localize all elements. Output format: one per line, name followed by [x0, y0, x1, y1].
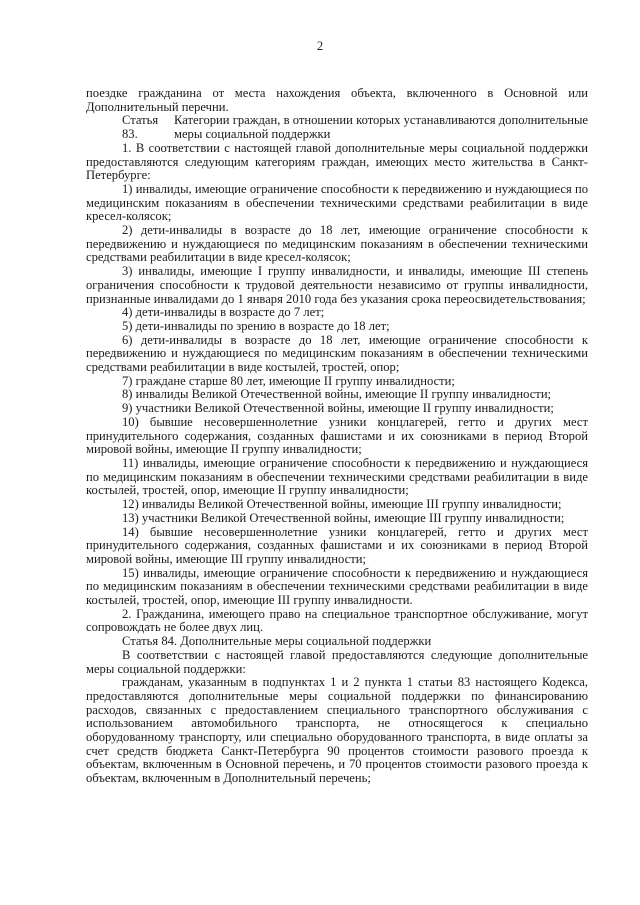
- list-item-8: 8) инвалиды Великой Отечественной войны, имеющие II группу инвалидности;: [122, 387, 552, 402]
- article-83-label: Статья 83.: [122, 113, 159, 142]
- list-item-6: 6) дети-инвалиды в возрасте до 18 лет, имеющие ограничение способности к передвижению и нуждающиеся по медицинским показаниям в обеспечении техническими средствами реабилитации в виде костылей, тростей, опор;: [86, 332, 588, 375]
- paragraph-4: гражданам, указанным в подпунктах 1 и 2 пункта 1 статьи 83 настоящего Кодекса, предоставляются дополнительные меры социальной поддержки по финансированию расходов, связанных с предоставлением специального транспортного обслуживания с использованием автомобильного транспорта, не относящегося к специально оборудованному транспорту, или специально оборудованного транспорта, в виде оплаты за счет средств бюджета Санкт-Петербурга 90 процентов стоимости разового проезда к объектам, включенным в Основной перечень, и 70 процентов стоимости разового проезда к объектам, включенным в Дополнительный перечень;: [86, 675, 588, 786]
- list-item-3: 3) инвалиды, имеющие I группу инвалидности, и инвалиды, имеющие III степень ограничения способности к трудовой деятельности независимо от группы инвалидности, признанные инвалидами до 1 января 2010 года без указания срока переосвидетельствования;: [86, 264, 588, 306]
- article-83-heading: [86, 114, 588, 141]
- list-item-12: 12) инвалиды Великой Отечественной войны, имеющие III группу инвалидности;: [122, 497, 562, 512]
- list-item-5: 5) дети-инвалиды по зрению в возрасте до 18 лет;: [122, 318, 390, 333]
- list-item-9: 9) участники Великой Отечественной войны, имеющие II группу инвалидности;: [122, 401, 554, 416]
- paragraph-continuation: поездке гражданина от места нахождения объекта, включенного в Основной или Дополнительный перечни.: [86, 86, 588, 114]
- list-item-13: 13) участники Великой Отечественной войны, имеющие III группу инвалидности;: [122, 510, 565, 525]
- list-item-14: 14) бывшие несовершеннолетние узники концлагерей, гетто и других мест принудительного содержания, созданных фашистами и их союзниками в период Второй мировой войны, имеющие III группу инвалидности;: [86, 524, 588, 566]
- document-body: [86, 87, 588, 786]
- list-item-7: 7) граждане старше 80 лет, имеющие II группу инвалидности;: [122, 373, 455, 388]
- list-item-10: 10) бывшие несовершеннолетние узники концлагерей, гетто и других мест принудительного содержания, созданных фашистами и их союзниками в период Второй мировой войны, имеющие II группу инвалидности;: [86, 414, 588, 457]
- list-item-4: 4) дети-инвалиды в возрасте до 7 лет;: [122, 305, 325, 320]
- paragraph-3: В соответствии с настоящей главой предоставляются следующие дополнительные меры социальной поддержки:: [86, 647, 588, 676]
- paragraph-2: 2. Гражданина, имеющего право на специальное транспортное обслуживание, могут сопровождать не более двух лиц.: [86, 606, 588, 635]
- paragraph-1: 1. В соответствии с настоящей главой дополнительные меры социальной поддержки предоставляются следующим категориям граждан, имеющих место жительства в Санкт-Петербурге:: [86, 140, 588, 183]
- article-84-heading: Статья 84. Дополнительные меры социальной поддержки: [122, 634, 432, 649]
- page-number: 2: [316, 39, 324, 53]
- list-item-1: 1) инвалиды, имеющие ограничение способности к передвижению и нуждающиеся по медицинским показаниям в обеспечении техническими средствами реабилитации в виде кресел-колясок;: [86, 181, 588, 224]
- list-item-2: 2) дети-инвалиды в возрасте до 18 лет, имеющие ограничение способности к передвижению и нуждающиеся по медицинским показаниям в обеспечении техническими средствами реабилитации в виде кресел-колясок;: [86, 223, 588, 265]
- list-item-11: 11) инвалиды, имеющие ограничение способности к передвижению и нуждающиеся по медицинским показаниям в обеспечении техническими средствами реабилитации в виде костылей, тростей, опор, имеющие II группу инвалидности;: [86, 455, 588, 498]
- article-83-title: Категории граждан, в отношении которых устанавливаются дополнительные меры социальной поддержки: [174, 113, 588, 142]
- list-item-15: 15) инвалиды, имеющие ограничение способности к передвижению и нуждающиеся по медицинским показаниям в обеспечении техническими средствами реабилитации в виде костылей, тростей, опор, имеющие III группу инвалидности.: [86, 565, 588, 608]
